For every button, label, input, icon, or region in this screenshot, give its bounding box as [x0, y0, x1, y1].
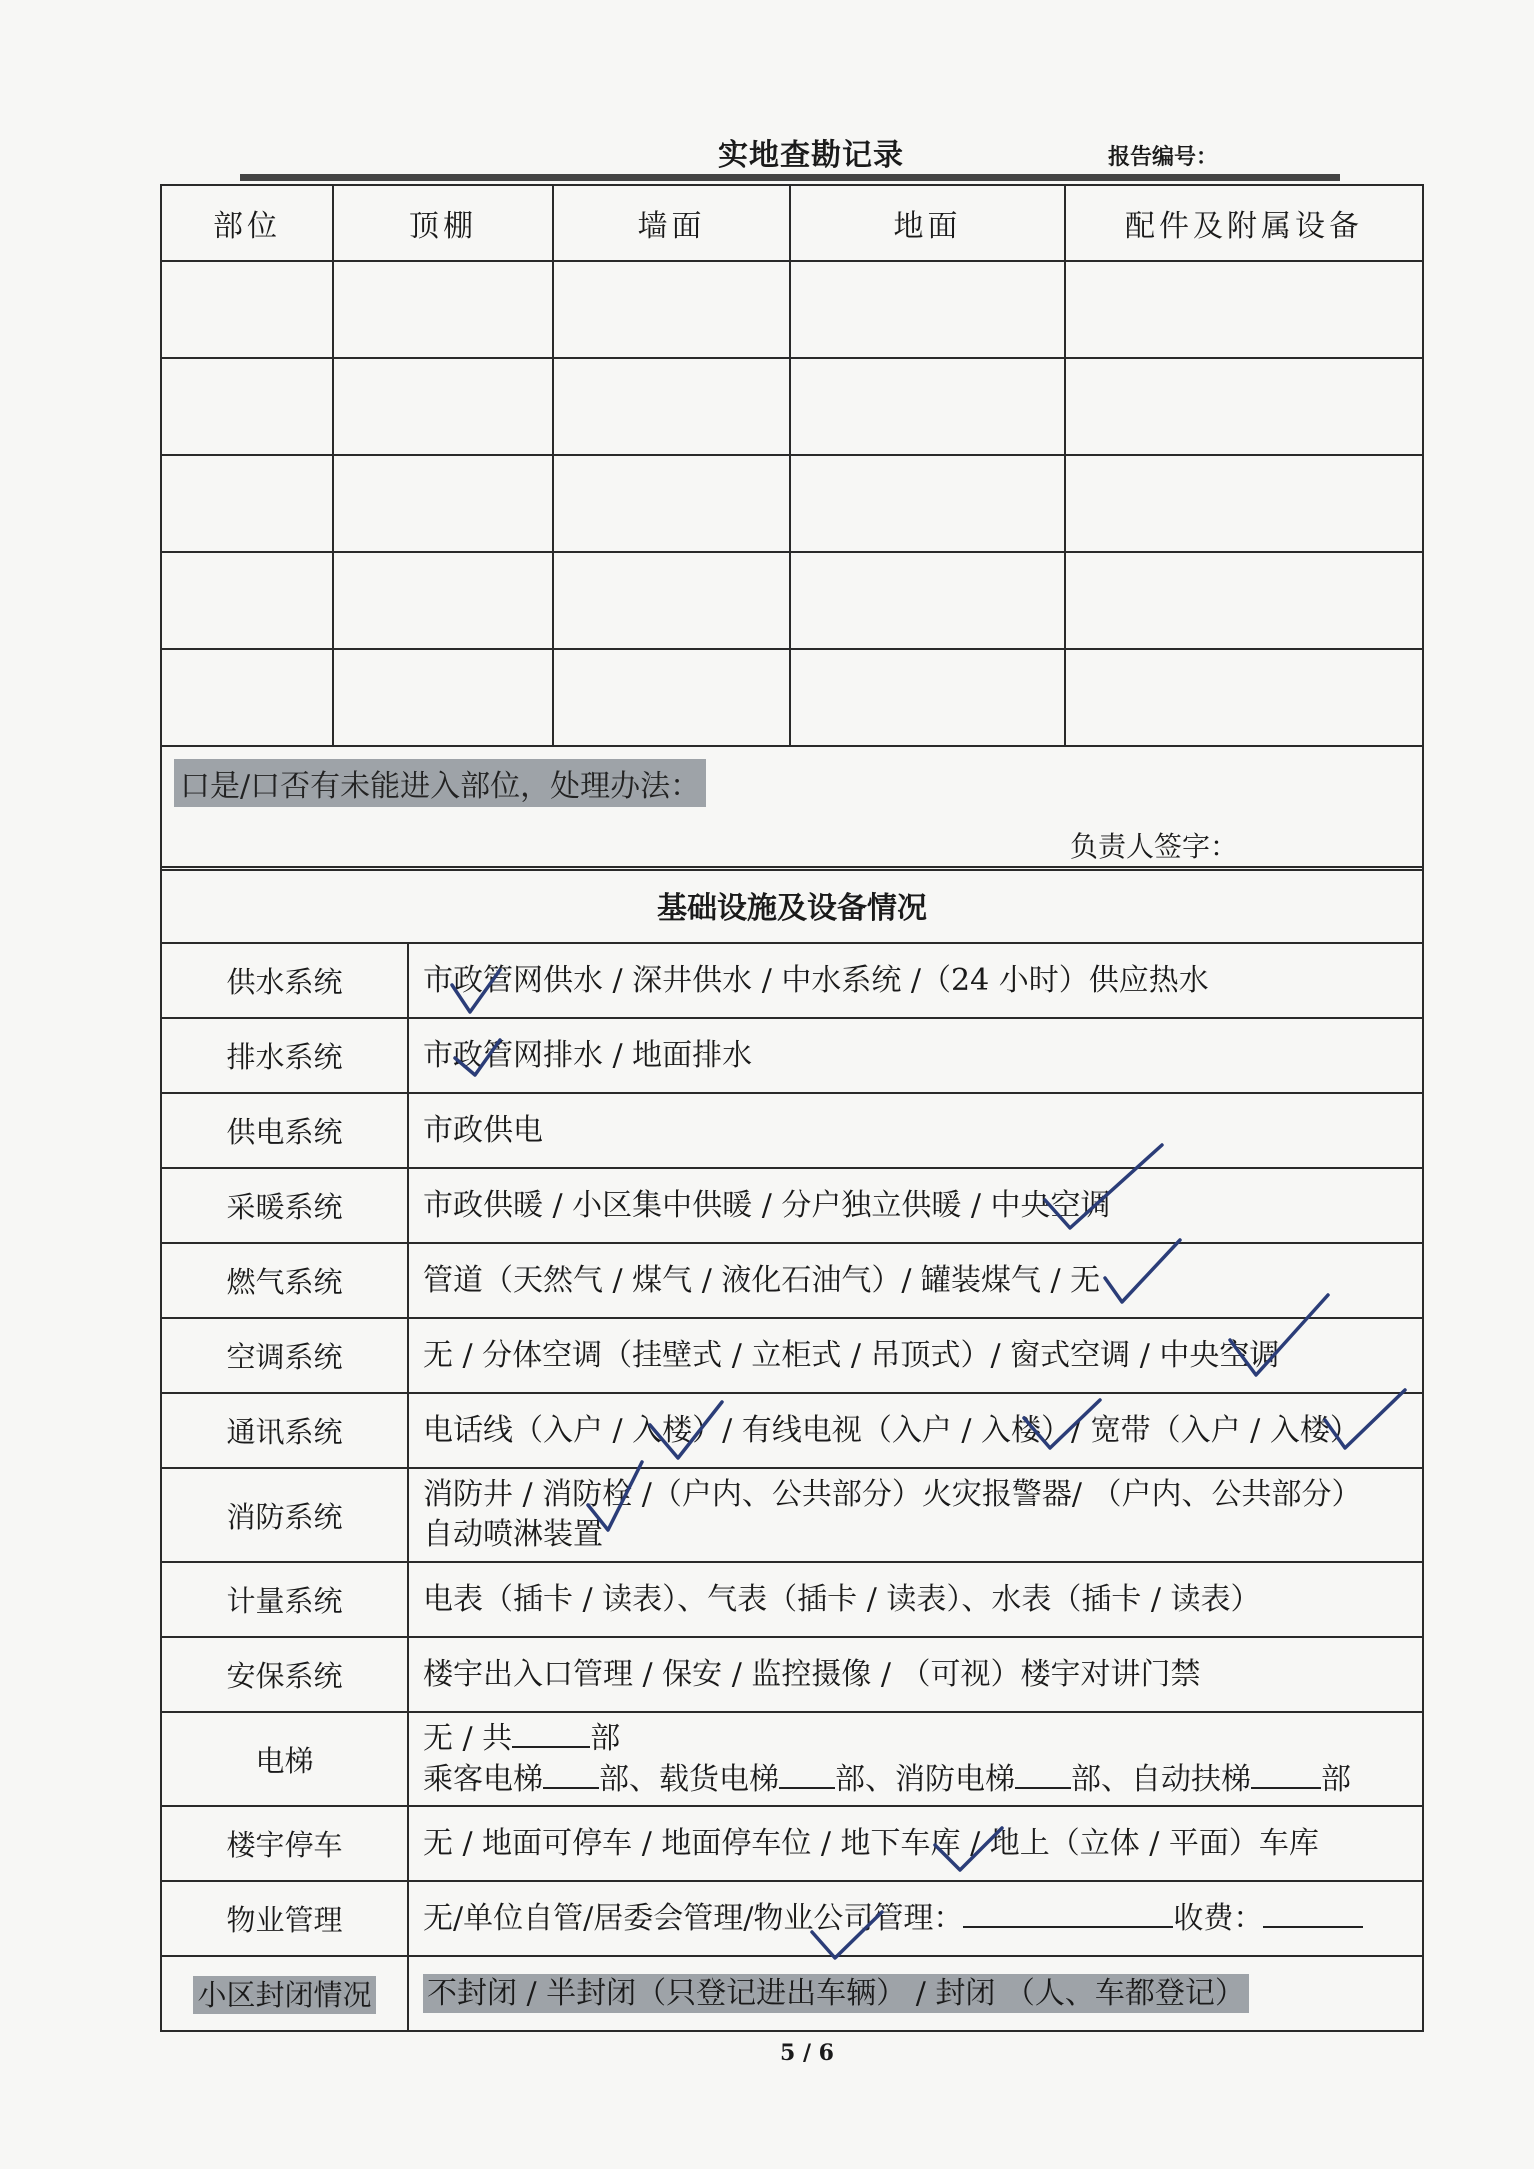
- row-label: 计量系统: [161, 1562, 408, 1637]
- table-row: [161, 1562, 1423, 1637]
- freight-elevator-blank: [779, 1759, 835, 1789]
- col-header-part: 部位: [161, 185, 333, 261]
- table-row: [161, 1881, 1423, 1956]
- title-rule: [240, 174, 1340, 181]
- row-label: 排水系统: [161, 1018, 408, 1093]
- row-value: 市政供暖 / 小区集中供暖 / 分户独立供暖 / 中央空调: [408, 1168, 1423, 1243]
- row-value-line: 消防井 / 消防栓 /（户内、公共部分）火灾报警器/ （户内、公共部分）: [423, 1477, 1362, 1512]
- section-header-row: [161, 867, 1423, 943]
- row-label: 供水系统: [161, 943, 408, 1018]
- fee-blank: [1263, 1898, 1363, 1928]
- row-label: 电梯: [161, 1712, 408, 1806]
- row-label: 燃气系统: [161, 1243, 408, 1318]
- signature-label: 负责人签字：: [1070, 830, 1239, 863]
- table-row: [161, 552, 1423, 649]
- table-row: [161, 1637, 1423, 1712]
- row-value: 市政管网供水 / 深井供水 / 中水系统 /（24 小时）供应热水: [408, 943, 1423, 1018]
- table-row: [161, 455, 1423, 552]
- row-value-line: 自动喷淋装置: [423, 1517, 603, 1552]
- row-value: 市政供电: [408, 1093, 1423, 1168]
- table-row: [161, 1168, 1423, 1243]
- row-value: 管道（天然气 / 煤气 / 液化石油气）/ 罐装煤气 / 无: [408, 1243, 1423, 1318]
- col-header-ceiling: 顶棚: [333, 185, 553, 261]
- row-label: 采暖系统: [161, 1168, 408, 1243]
- table-row: [161, 1018, 1423, 1093]
- table-row: [161, 1243, 1423, 1318]
- row-value: 电表（插卡 / 读表）、气表（插卡 / 读表）、水表（插卡 / 读表）: [408, 1562, 1423, 1637]
- col-header-wall: 墙面: [553, 185, 790, 261]
- row-value: 楼宇出入口管理 / 保安 / 监控摄像 / （可视）楼宇对讲门禁: [408, 1637, 1423, 1712]
- fire-elevator-blank: [1015, 1759, 1071, 1789]
- row-value: 无 / 分体空调（挂壁式 / 立柜式 / 吊顶式）/ 窗式空调 / 中央空调: [408, 1318, 1423, 1393]
- table-row: [161, 1468, 1423, 1562]
- table-row: [161, 649, 1423, 746]
- row-label: 安保系统: [161, 1637, 408, 1712]
- page-number: 5 / 6: [780, 2040, 834, 2066]
- row-label: 消防系统: [161, 1468, 408, 1562]
- row-value: 电话线（入户 / 入楼）/ 有线电视（入户 / 入楼）/ 宽带（入户 / 入楼）: [408, 1393, 1423, 1468]
- row-value: 不封闭 / 半封闭（只登记进出车辆） / 封闭 （人、车都登记）: [408, 1956, 1423, 2031]
- row-label: 通讯系统: [161, 1393, 408, 1468]
- page-title: 实地查勘记录: [718, 138, 904, 173]
- table-row: [161, 261, 1423, 358]
- row-value: [408, 1468, 1423, 1562]
- col-header-floor: 地面: [790, 185, 1065, 261]
- table-row: [161, 1806, 1423, 1881]
- inaccessible-note: 口是/口否有未能进入部位，处理办法：: [174, 759, 706, 807]
- passenger-elevator-blank: [543, 1759, 599, 1789]
- survey-header-row: [161, 185, 1423, 261]
- row-value: 无 / 地面可停车 / 地面停车位 / 地下车库 / 地上（立体 / 平面）车库: [408, 1806, 1423, 1881]
- row-label: 物业管理: [161, 1881, 408, 1956]
- col-header-fittings: 配件及附属设备: [1065, 185, 1423, 261]
- table-row: [161, 943, 1423, 1018]
- row-value-line: 乘客电梯 部、载货电梯 部、消防电梯 部、自动扶梯 部: [423, 1759, 1422, 1800]
- row-value-line: 无 / 共 部: [423, 1718, 1422, 1759]
- table-row: [161, 1712, 1423, 1806]
- escalator-blank: [1251, 1759, 1321, 1789]
- row-value: 市政管网排水 / 地面排水: [408, 1018, 1423, 1093]
- row-label: 空调系统: [161, 1318, 408, 1393]
- row-label: 小区封闭情况: [161, 1956, 408, 2031]
- table-row: [161, 1956, 1423, 2031]
- row-value: 无/单位自管/居委会管理/物业公司管理： 收费：: [408, 1881, 1423, 1956]
- facility-table: [160, 866, 1424, 2032]
- table-row: [161, 358, 1423, 455]
- table-row: [161, 1093, 1423, 1168]
- survey-table: [160, 184, 1424, 871]
- property-management-blank: [963, 1898, 1173, 1928]
- row-value: [408, 1712, 1423, 1806]
- table-row: [161, 1393, 1423, 1468]
- inaccessible-note-row: [161, 746, 1423, 870]
- row-label: 供电系统: [161, 1093, 408, 1168]
- table-row: [161, 1318, 1423, 1393]
- section-title: 基础设施及设备情况: [161, 867, 1423, 943]
- elevator-total-blank: [512, 1718, 590, 1748]
- row-label: 楼宇停车: [161, 1806, 408, 1881]
- report-number-label: 报告编号：: [1108, 144, 1219, 170]
